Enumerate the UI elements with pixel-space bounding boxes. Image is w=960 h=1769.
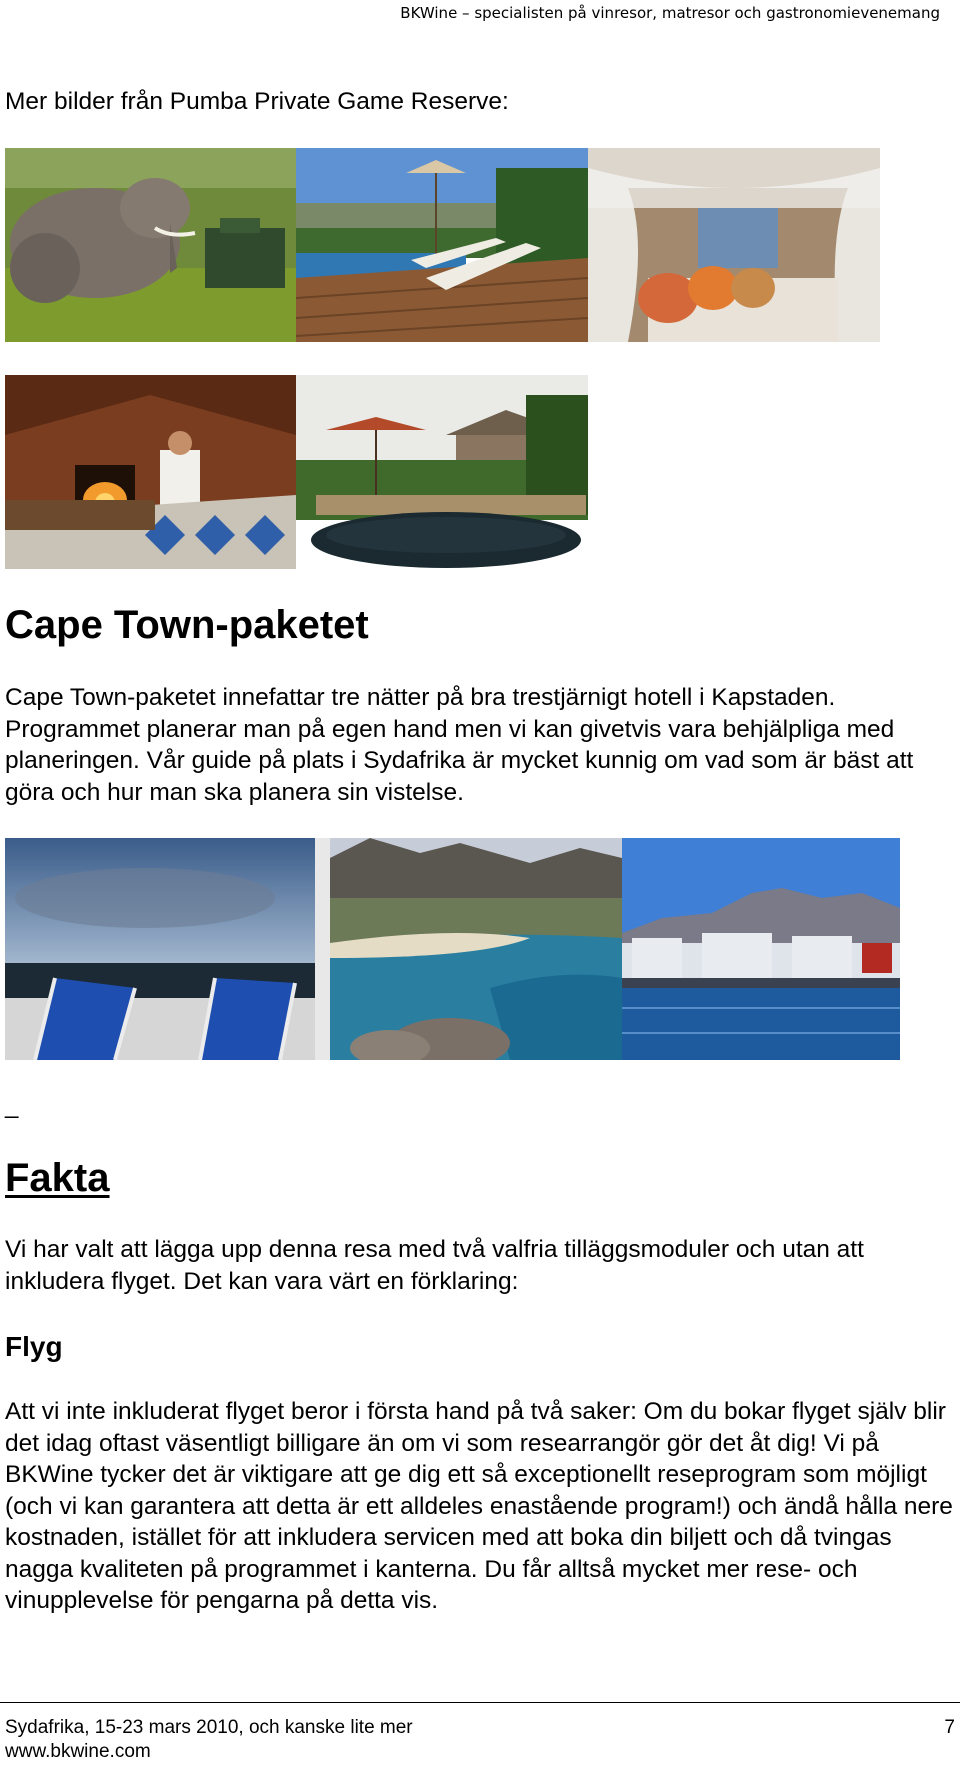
footer-url[interactable]: www.bkwine.com [5,1741,151,1762]
fakta-intro: Vi har valt att lägga upp denna resa med två valfria tilläggsmoduler och utan att inkludera flyget. Det kan vara värt en förklaring: [5,1236,864,1295]
elephants-photo [5,148,296,342]
flyg-heading: Flyg [5,1331,63,1362]
fakta-heading: Fakta [5,1156,110,1200]
dining-photo [5,375,296,569]
cape-town-paragraph: Cape Town-paketet innefattar tre nätter på bra trestjärnigt hotell i Kapstaden. Programmet planerar man på egen hand men vi kan givetvis vara behjälpliga med planeringen. Vår guide på plats i Sydafrika är mycket kunnig om vad som är bäst att göra och hur man ska planera sin vistelse. [5,684,914,806]
footer-rule [0,1702,960,1703]
cape-town-heading: Cape Town-paketet [5,603,369,647]
separator-dash: _ [5,1092,19,1119]
pumba-caption: Mer bilder från Pumba Private Game Reserve: [5,88,509,115]
footer-title: Sydafrika, 15-23 mars 2010, och kanske lite mer [5,1717,413,1738]
beach-bay-photo [330,838,622,1060]
flyg-paragraph: Att vi inte inkluderat flyget beror i första hand på två saker: Om du bokar flyget själv blir det idag oftast väsentligt billigare än om vi som researrangör gör det åt dig! Vi på BKWine tycker det är viktigare att ge dig ett så exceptionellt reseprogram som möjligt (och vi kan garantera att detta är ett alldeles enastående program!) och ändå hålla nere kostnaden, istället för att inkludera servicen med att boka din biljett och då tvingas nagga kvaliteten på programmet i kanterna. Du får alltså mycket mer rese- och vinupplevelse för pengarna på detta vis. [5,1398,953,1614]
page-number: 7 [944,1717,955,1738]
sunset-chairs-photo [5,838,330,1060]
lodge-pool-photo [296,375,588,569]
header-brand: BKWine – specialisten på vinresor, matresor och gastronomievenemang [400,4,940,22]
pool-deck-photo [296,148,588,342]
bedroom-photo [588,148,880,342]
waterfront-photo [622,838,900,1060]
